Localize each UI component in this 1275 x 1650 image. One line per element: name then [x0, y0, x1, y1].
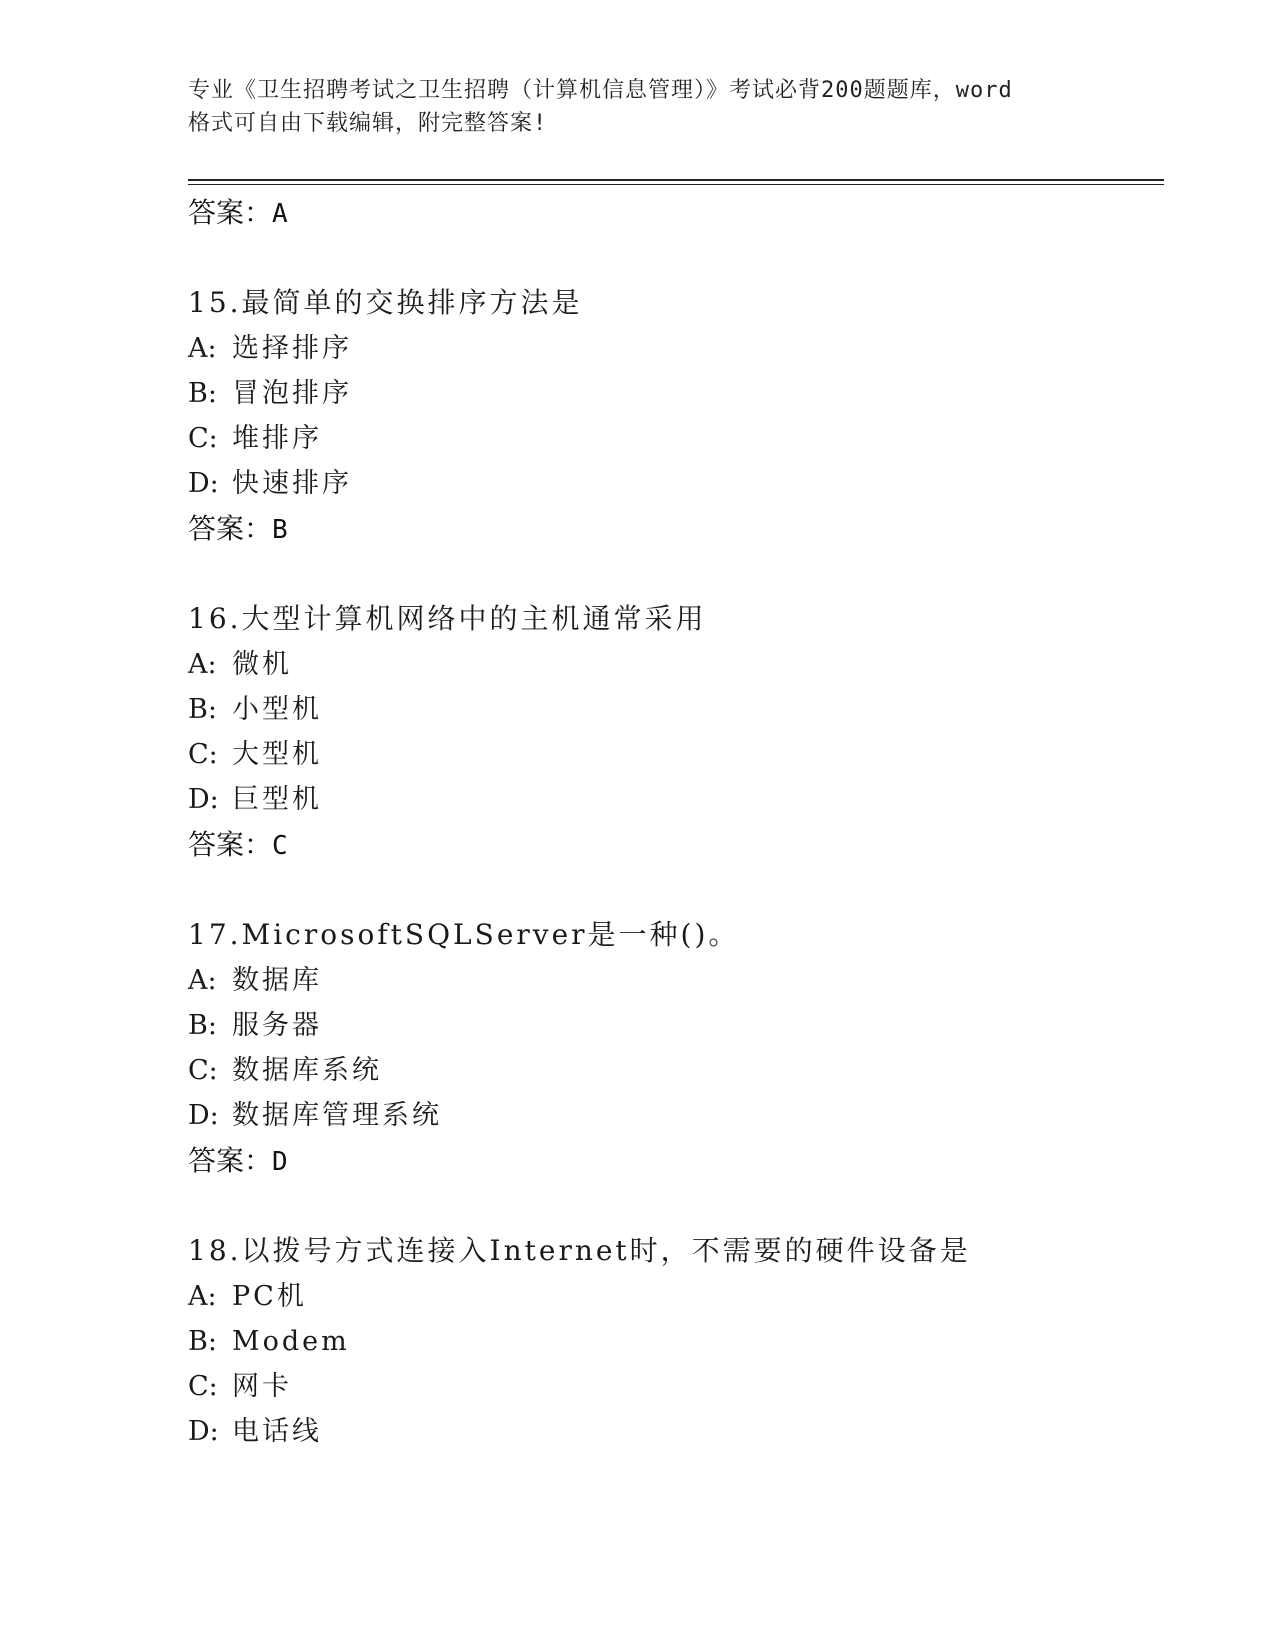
option-text: 选择排序 [232, 333, 352, 364]
option-key: C: [188, 1055, 218, 1086]
answer-line [188, 506, 1148, 552]
spacer [188, 1184, 1148, 1228]
option-a [188, 958, 1148, 1003]
option-text: 数据库 [232, 965, 322, 996]
question-block [188, 596, 1148, 912]
option-b [188, 371, 1148, 416]
header-divider [188, 179, 1164, 181]
header-line-1: 专业《卫生招聘考试之卫生招聘（计算机信息管理）》考试必背200题题库，word [188, 78, 1013, 103]
option-text: 微机 [232, 649, 292, 680]
option-c [188, 1048, 1148, 1093]
spacer [188, 552, 1148, 596]
option-key: B: [188, 378, 217, 409]
option-key: A: [188, 649, 217, 680]
option-b [188, 687, 1148, 732]
spacer [188, 236, 1148, 280]
answer-line [188, 822, 1148, 868]
question-block [188, 1228, 1148, 1454]
option-text: 巨型机 [232, 784, 322, 815]
option-key: B: [188, 1326, 217, 1357]
option-key: A: [188, 965, 217, 996]
option-text: 电话线 [232, 1416, 322, 1447]
option-key: D: [188, 468, 219, 499]
option-text: 堆排序 [232, 423, 322, 454]
option-key: B: [188, 1010, 217, 1041]
option-key: A: [188, 333, 217, 364]
option-text: Modem [232, 1326, 350, 1357]
option-b [188, 1319, 1148, 1364]
question-text: 18.以拨号方式连接入Internet时，不需要的硬件设备是 [188, 1234, 971, 1267]
option-text: 数据库管理系统 [232, 1100, 442, 1131]
answer-value: D [272, 1147, 288, 1177]
option-d [188, 461, 1148, 506]
option-key: C: [188, 423, 218, 454]
option-text: PC机 [232, 1281, 307, 1312]
option-a [188, 326, 1148, 371]
option-key: C: [188, 1371, 218, 1402]
option-text: 网卡 [232, 1371, 292, 1402]
option-a [188, 1274, 1148, 1319]
option-a [188, 642, 1148, 687]
option-c [188, 1364, 1148, 1409]
answer-label: 答案： [188, 512, 273, 545]
option-d [188, 1409, 1148, 1454]
option-text: 小型机 [232, 694, 322, 725]
option-key: B: [188, 694, 217, 725]
option-c [188, 416, 1148, 461]
question-block [188, 280, 1148, 596]
answer-value: A [272, 199, 288, 229]
answer-label: 答案： [188, 828, 273, 861]
option-key: A: [188, 1281, 217, 1312]
question-block [188, 912, 1148, 1228]
option-key: C: [188, 739, 218, 770]
question-text: 16.大型计算机网络中的主机通常采用 [188, 602, 707, 635]
answer-label: 答案： [188, 196, 273, 229]
spacer [188, 868, 1148, 912]
option-text: 服务器 [232, 1010, 322, 1041]
answer-line [188, 190, 1148, 236]
answer-label: 答案： [188, 1144, 273, 1177]
option-d [188, 777, 1148, 822]
option-key: D: [188, 784, 219, 815]
option-b [188, 1003, 1148, 1048]
option-c [188, 732, 1148, 777]
question-text: 17.MicrosoftSQLServer是一种()。 [188, 918, 740, 951]
question-list [188, 190, 1148, 1454]
option-d [188, 1093, 1148, 1138]
option-text: 数据库系统 [232, 1055, 382, 1086]
option-key: D: [188, 1100, 219, 1131]
answer-value: B [272, 515, 288, 545]
document-header [188, 74, 1088, 140]
header-line-2: 格式可自由下载编辑，附完整答案! [188, 111, 548, 136]
option-key: D: [188, 1416, 219, 1447]
option-text: 快速排序 [232, 468, 352, 499]
header-divider-thin [188, 184, 1164, 185]
option-text: 冒泡排序 [232, 378, 352, 409]
question-text: 15.最简单的交换排序方法是 [188, 286, 583, 319]
answer-value: C [272, 831, 288, 861]
answer-line [188, 1138, 1148, 1184]
option-text: 大型机 [232, 739, 322, 770]
